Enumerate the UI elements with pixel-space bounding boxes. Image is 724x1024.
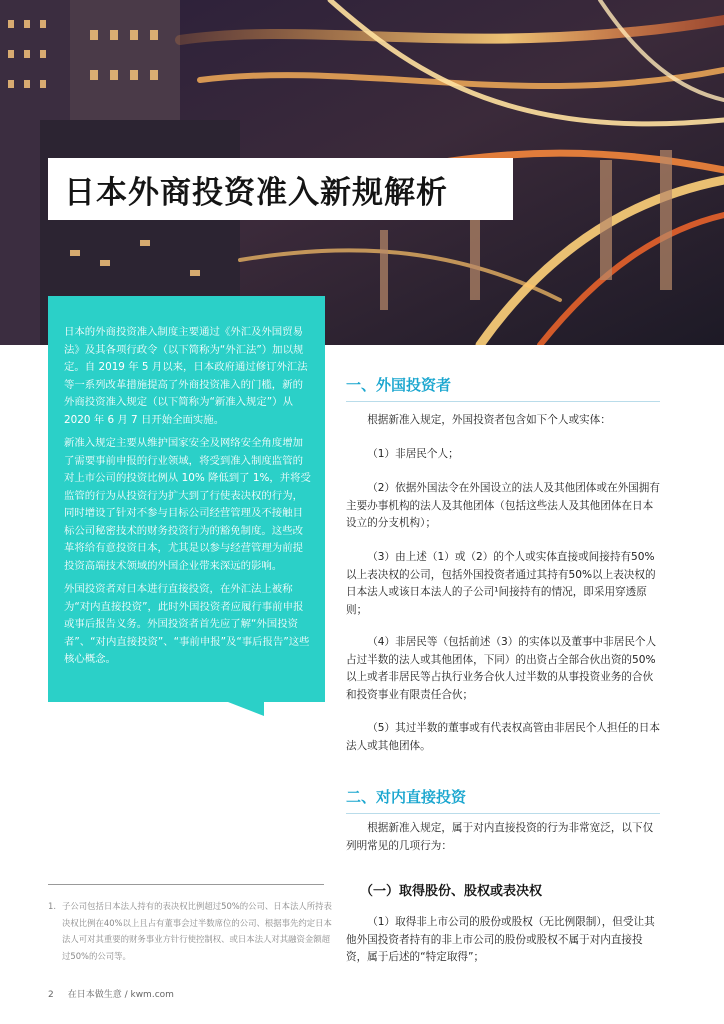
- footnote-number: 1.: [48, 901, 56, 911]
- section1-item-5: （5）其过半数的董事或有代表权高管由非居民个人担任的日本法人或其他团体。: [346, 722, 660, 752]
- sub-heading-1: （一）取得股份、股权或表决权: [360, 884, 543, 899]
- section1-item-2-wrap: [346, 480, 660, 533]
- intro-box: [48, 296, 325, 702]
- intro-paragraph-1: 日本的外商投资准入制度主要通过《外汇及外国贸易法》及其各项行政令（以下简称为“外汇法”）加以规定。自 2019 年 5 月以来，日本政府通过修订外汇法等一系列改革措施提高了外商投资准入的门槛，新的外商投资准入规定（以下简称为“新准入规定”）从 2020 年 6 月 7 日开始全面实施。: [64, 326, 308, 426]
- section1-body: [346, 412, 660, 430]
- section2-lead: 根据新准入规定，属于对内直接投资的行为非常宽泛，以下仅列明常见的几项行为：: [346, 822, 654, 852]
- footnote-text: 子公司包括日本法人持有的表决权比例超过50%的公司、日本法人所持表决权比例在40%以上且占有董事会过半数席位的公司、根据事先约定日本法人可对其重要的财务事业方针行使控制权、或日本法人对其融资金额超过50%的公司等。: [62, 901, 332, 961]
- section2-sub-item-1: （1）取得非上市公司的股份或股权（无比例限制），但受让其他外国投资者持有的非上市公司的股份或股权不属于对内直接投资，属于后述的“特定取得”；: [346, 916, 655, 963]
- page-title: 日本外商投资准入新规解析: [64, 174, 448, 211]
- section-heading-2: 二、对内直接投资: [346, 786, 660, 814]
- section1-item-1: （1）非居民个人；: [367, 448, 459, 460]
- intro-box-tail: [228, 702, 264, 716]
- section1-item-4: （4）非居民等（包括前述（3）的实体以及董事中非居民个人占过半数的法人或其他团体，下同）的出资占全部合伙出资的50%以上或者非居民等占执行业务合伙人过半数的从事投资业务的合伙和投资事业有限责任合伙；: [346, 636, 657, 701]
- publication-name: 在日本做生意 / kwm.com: [67, 990, 174, 1000]
- section1-item-4-wrap: [346, 634, 660, 704]
- footnote-divider: [48, 884, 324, 885]
- section2-sub-item-1-wrap: [346, 914, 660, 967]
- section-heading-1: 一、外国投资者: [346, 374, 660, 402]
- page-footer: [48, 987, 188, 1000]
- title-box: [48, 158, 513, 220]
- section1-lead: 根据新准入规定，外国投资者包含如下个人或实体：: [367, 414, 611, 426]
- section1-item-1-wrap: [346, 446, 660, 464]
- intro-paragraph-3: 外国投资者对日本进行直接投资，在外汇法上被称为“对内直接投资”，此时外国投资者应履行事前申报或事后报告义务。外国投资者首先应了解“外国投资者”、“对内直接投资”、“事前申报”及“事后报告”这些核心概念。: [64, 583, 310, 665]
- page-number: 2: [48, 990, 54, 1000]
- section1-item-3-wrap: [346, 549, 660, 619]
- section2-lead-wrap: [346, 820, 660, 855]
- section1-item-3: （3）由上述（1）或（2）的个人或实体直接或间接持有50%以上表决权的公司，包括外国投资者通过其持有50%以上表决权的日本法人或该日本法人的子公司¹间接持有的情况，即采用穿透原则；: [346, 551, 656, 616]
- section1-item-5-wrap: [346, 720, 660, 755]
- section1-item-2: （2）依据外国法令在外国设立的法人及其他团体或在外国拥有主要办事机构的法人及其他团体（包括这些法人及其他团体在日本设立的分支机构）；: [346, 482, 660, 529]
- intro-paragraph-2: 新准入规定主要从维护国家安全及网络安全角度增加了需要事前申报的行业领域，将受到准入制度监管的对上市公司的投资比例从 10% 降低到了 1%，并将受监管的行为从投资行为扩大到了行使表决权的行为，同时增设了针对不参与目标公司经营管理及不接触目标公司秘密技术的财务投资行为的豁免制度。这些改革将给有意投资日本，尤其是以参与经营管理为前提投资高端技术领域的外国企业带来深远的影响。: [64, 437, 311, 572]
- footnote: [48, 898, 332, 964]
